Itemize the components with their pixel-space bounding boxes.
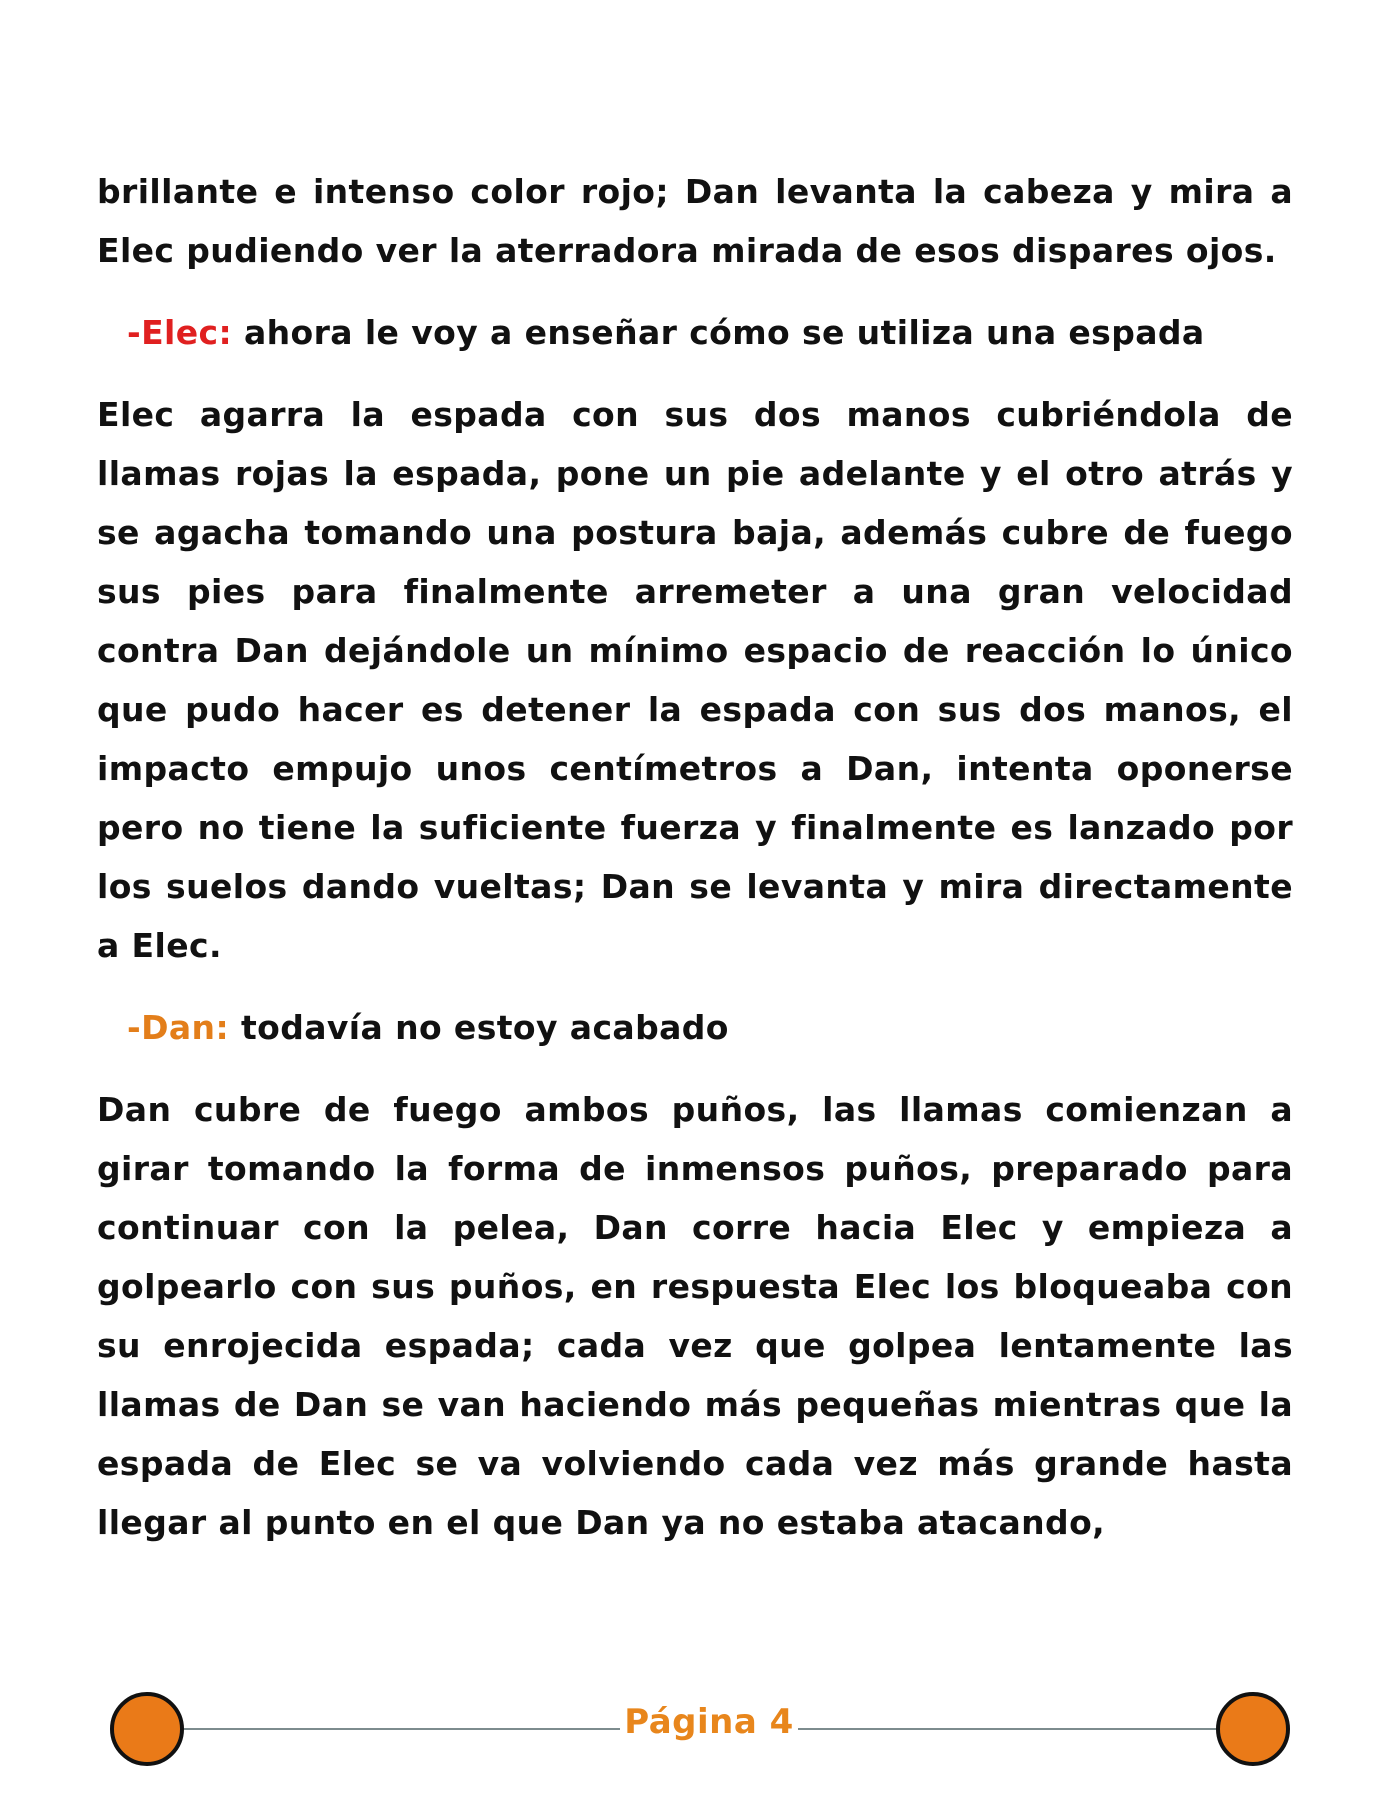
footer-circle-left [110,1692,184,1766]
dialogue-line-elec [97,303,1293,362]
page-number: Página 4 [624,1702,794,1742]
paragraph: brillante e intenso color rojo; Dan levanta la cabeza y mira a Elec pudiendo ver la aterradora mirada de esos dispares ojos. [97,172,1293,270]
dialogue-text: ahora le voy a enseñar cómo se utiliza una espada [232,313,1205,352]
page-body [97,162,1293,1575]
dialogue-text: todavía no estoy acabado [229,1008,729,1047]
paragraph: Elec agarra la espada con sus dos manos cubriéndola de llamas rojas la espada, pone un pie adelante y el otro atrás y se agacha tomando una postura baja, además cubre de fuego sus pies para finalmente arremeter a una gran velocidad contra Dan dejándole un mínimo espacio de reacción lo único que pudo hacer es detener la espada con sus dos manos, el impacto empujo unos centímetros a Dan, intenta oponerse pero no tiene la suficiente fuerza y finalmente es lanzado por los suelos dando vueltas; Dan se levanta y mira directamente a Elec. [97,395,1293,965]
dialogue-line-dan [97,998,1293,1057]
footer-rule-right [798,1728,1216,1730]
paragraph: Dan cubre de fuego ambos puños, las llamas comienzan a girar tomando la forma de inmensos puños, preparado para continuar con la pelea, Dan corre hacia Elec y empieza a golpearlo con sus puños, en respuesta Elec los bloqueaba con su enrojecida espada; cada vez que golpea lentamente las llamas de Dan se van haciendo más pequeñas mientras que la espada de Elec se va volviendo cada vez más grande hasta llegar al punto en el que Dan ya no estaba atacando, [97,1090,1293,1542]
footer-rule-left [184,1728,620,1730]
page-footer [110,1692,1290,1764]
footer-circle-right [1216,1692,1290,1766]
speaker-name: -Dan: [127,1008,230,1047]
speaker-name: -Elec: [127,313,233,352]
